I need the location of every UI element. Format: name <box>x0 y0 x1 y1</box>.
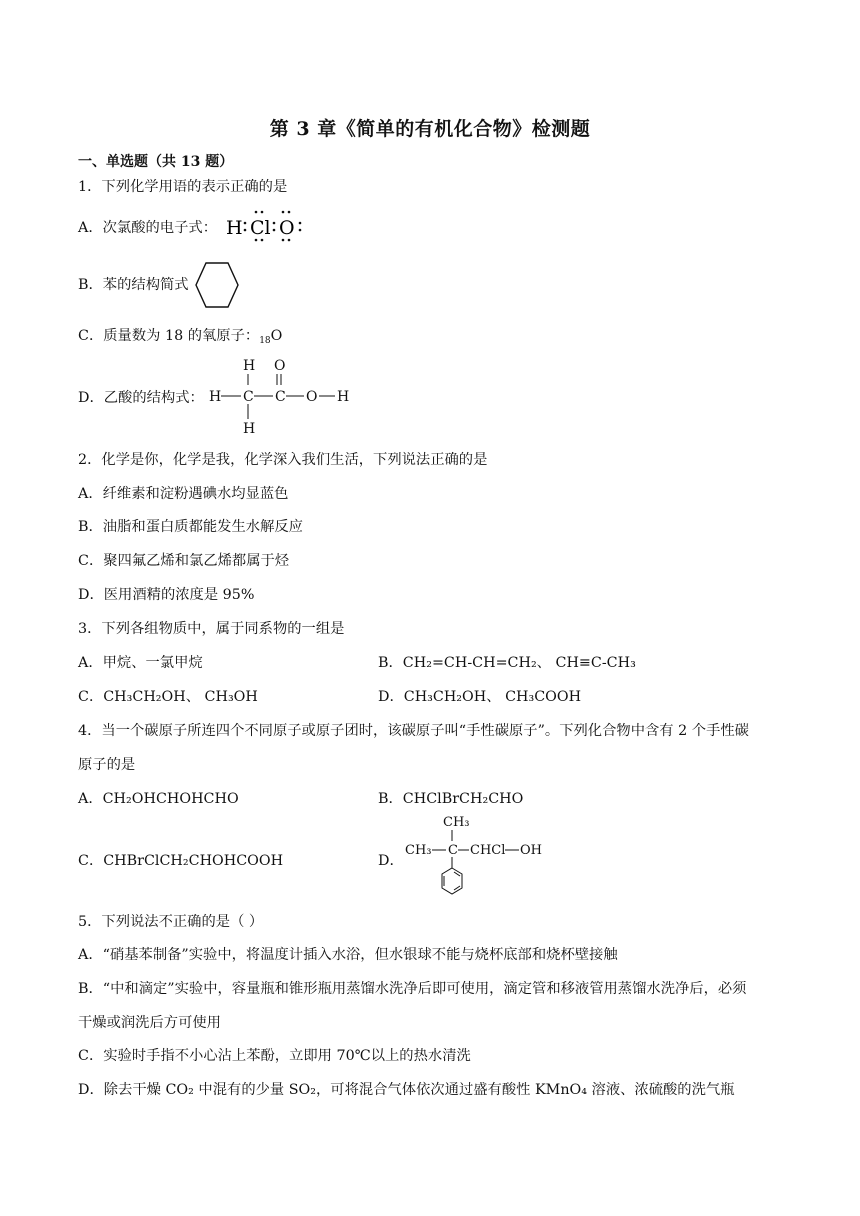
atom-ch3-top: CH₃ <box>443 815 470 830</box>
atom-o-hydroxyl: O <box>306 389 318 405</box>
q3-option-c: C．CH₃CH₂OH、 CH₃OH <box>78 689 258 705</box>
atom-h-top: H <box>243 358 256 374</box>
cyclohexane-ring-icon <box>194 260 240 310</box>
atom-oh: OH <box>520 843 542 858</box>
atom-chcl: CHCl <box>470 843 506 858</box>
q2-stem: 2．化学是你，化学是我，化学深入我们生活，下列说法正确的是 <box>78 452 488 468</box>
q3-stem: 3．下列各组物质中，属于同系物的一组是 <box>78 621 345 637</box>
hclo-atom-h: H <box>226 217 243 239</box>
q4-option-c: C．CHBrClCH₂CHOHCOOH <box>78 853 284 869</box>
oxygen-symbol: O <box>270 328 283 344</box>
q3-option-d: D．CH₃CH₂OH、 CH₃COOH <box>378 689 582 705</box>
q5-option-d: D．除去干燥 CO₂ 中混有的少量 SO₂，可将混合气体依次通过盛有酸性 KMnO₄ 溶液、浓硫酸的洗气瓶 <box>78 1082 735 1098</box>
q1-stem: 1．下列化学用语的表示正确的是 <box>78 179 288 195</box>
q2-option-a: A．纤维素和淀粉遇碘水均显蓝色 <box>78 486 289 502</box>
acetic-acid-structure <box>206 354 356 440</box>
atom-c-methyl: C <box>243 389 254 405</box>
atom-o-carbonyl: O <box>274 358 286 374</box>
q5-option-a: A．“硝基苯制备”实验中，将温度计插入水浴，但水银球不能与烧杯底部和烧杯壁接触 <box>78 947 618 963</box>
q4-stem-line1: 4．当一个碳原子所连四个不同原子或原子团时，该碳原子叫“手性碳原子”。下列化合物中含有 2 个手性碳 <box>78 723 749 739</box>
bond-lines <box>432 830 519 894</box>
phenyl-compound-structure <box>400 810 550 902</box>
q4-option-d: D． <box>378 853 404 869</box>
atom-h-left: H <box>209 389 222 405</box>
q1-option-c <box>78 327 282 350</box>
q4-stem-line2: 原子的是 <box>78 757 136 773</box>
q3-option-a: A．甲烷、一氯甲烷 <box>78 655 203 671</box>
atom-c-central: C <box>448 843 458 858</box>
page-title: 第 3 章《简单的有机化合物》检测题 <box>269 118 591 140</box>
atom-h-hydroxyl: H <box>337 389 350 405</box>
q2-option-d: D．医用酒精的浓度是 95% <box>78 587 255 603</box>
hclo-electron-formula <box>220 208 310 244</box>
q1-option-a: A．次氯酸的电子式： <box>78 220 217 236</box>
hclo-atom-cl: Cl <box>250 217 271 239</box>
section-heading: 一、单选题（共 13 题） <box>78 154 234 170</box>
q4-option-a: A．CH₂OHCHOHCHO <box>78 791 239 807</box>
atom-c-carboxyl: C <box>275 389 286 405</box>
q5-option-c: C．实验时手指不小心沾上苯酚，立即用 70℃以上的热水清洗 <box>78 1048 471 1064</box>
atom-ch3-left: CH₃ <box>405 843 432 858</box>
mass-number: 18 <box>259 336 271 346</box>
q1-option-b: B．苯的结构简式 <box>78 277 189 293</box>
hclo-atom-o: O <box>279 217 295 239</box>
q3-option-b: B．CH₂=CH-CH=CH₂、 CH≡C-CH₃ <box>378 655 636 671</box>
q5-option-b-line1: B．“中和滴定”实验中，容量瓶和锥形瓶用蒸馏水洗净后即可使用，滴定管和移液管用蒸馏水洗净后，必须 <box>78 981 747 997</box>
q2-option-b: B．油脂和蛋白质都能发生水解反应 <box>78 519 303 535</box>
atom-h-bottom: H <box>243 421 256 437</box>
q5-stem: 5．下列说法不正确的是（ ） <box>78 914 264 930</box>
q2-option-c: C．聚四氟乙烯和氯乙烯都属于烃 <box>78 553 290 569</box>
q5-option-b-line2: 干燥或润洗后方可使用 <box>78 1015 221 1031</box>
q1-option-d: D．乙酸的结构式： <box>78 390 204 406</box>
q1-option-c-text: C．质量数为 18 的氧原子： <box>78 328 260 344</box>
q4-option-b: B．CHClBrCH₂CHO <box>378 791 524 807</box>
